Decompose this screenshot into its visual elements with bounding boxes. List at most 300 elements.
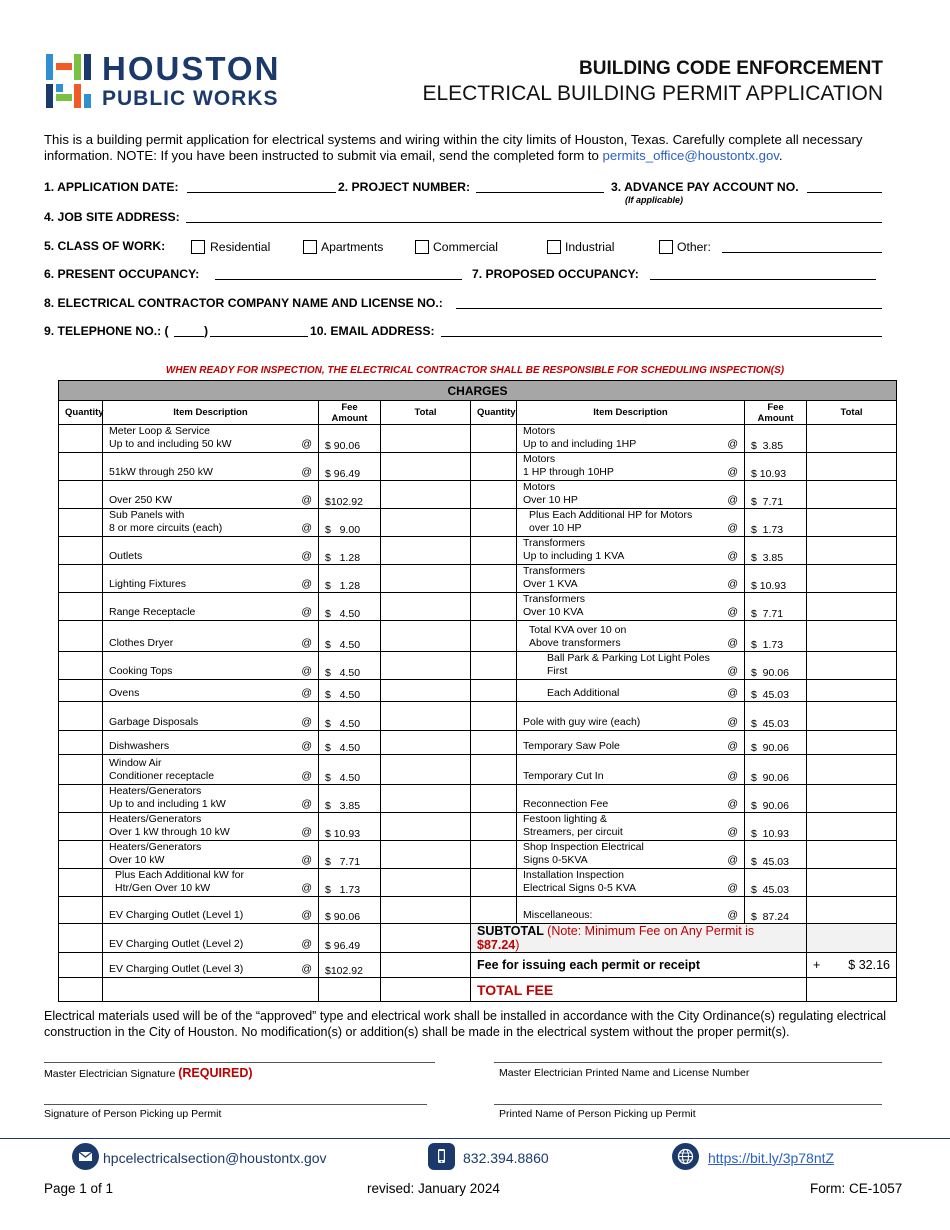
fee-amount-right	[745, 755, 807, 785]
col-header-fee-left: Fee Amount	[319, 401, 381, 425]
fee-amount-right	[745, 869, 807, 897]
quantity-input-right[interactable]	[471, 425, 517, 453]
at-symbol: @	[301, 465, 312, 478]
apartments-label: Apartments	[321, 240, 384, 254]
item-description-left	[103, 953, 319, 978]
total-input-left[interactable]	[381, 731, 471, 755]
total-input-right[interactable]	[807, 593, 897, 621]
at-symbol: @	[727, 521, 738, 534]
quantity-input-right[interactable]	[471, 731, 517, 755]
fee-value: $ 1.28	[325, 580, 361, 592]
total-input-left[interactable]	[381, 425, 471, 453]
telephone-number-input[interactable]	[210, 336, 308, 337]
item-desc-line1: Plus Each Additional HP for Motors	[529, 509, 693, 521]
fee-value: $ 90.06	[751, 742, 789, 754]
quantity-input-left[interactable]	[59, 953, 103, 978]
item-desc-line2: Above transformers	[529, 636, 621, 649]
item-description-left	[103, 755, 319, 785]
quantity-input-right[interactable]	[471, 453, 517, 481]
at-symbol: @	[301, 549, 312, 562]
telephone-label: 9. TELEPHONE NO.: (	[44, 324, 169, 338]
fee-value: $ 4.50	[325, 689, 361, 701]
commercial-label: Commercial	[433, 240, 499, 254]
fee-value: $ 10.93	[751, 580, 787, 592]
email-icon	[72, 1143, 99, 1170]
fee-amount-left	[319, 785, 381, 813]
quantity-input-right[interactable]	[471, 621, 517, 652]
subtotal-input[interactable]	[807, 924, 897, 953]
quantity-input-left[interactable]	[59, 755, 103, 785]
col-header-quantity-left: Quantity	[59, 401, 103, 425]
logo-line-houston: HOUSTON	[102, 49, 281, 87]
fee-amount-left	[319, 869, 381, 897]
item-desc-line2: Signs 0-5KVA	[523, 853, 588, 866]
fee-value: $ 7.71	[325, 856, 361, 868]
present-occupancy-input[interactable]	[215, 279, 462, 280]
other-input[interactable]	[722, 252, 882, 253]
fee-amount-right	[745, 652, 807, 680]
item-desc-line2: Each Additional	[547, 686, 620, 699]
quantity-input-right[interactable]	[471, 481, 517, 509]
master-sig-text: Master Electrician Signature	[44, 1068, 179, 1080]
fee-value: $ 1.73	[751, 524, 784, 536]
total-input-left[interactable]	[381, 785, 471, 813]
residential-checkbox[interactable]	[191, 240, 205, 254]
fee-value: $ 1.73	[325, 884, 361, 896]
item-desc-line1: Festoon lighting &	[523, 813, 608, 825]
job-site-address-input[interactable]	[186, 222, 882, 223]
at-symbol: @	[727, 605, 738, 618]
total-input-left[interactable]	[381, 621, 471, 652]
revised-date: revised: January 2024	[367, 1181, 500, 1196]
total-input-left[interactable]	[381, 537, 471, 565]
total-input-left[interactable]	[381, 813, 471, 841]
contractor-input[interactable]	[456, 308, 882, 309]
subtotal-label-cell	[471, 924, 807, 953]
at-symbol: @	[727, 493, 738, 506]
quantity-input-left[interactable]	[59, 978, 103, 1002]
col-header-description-right: Item Description	[517, 401, 745, 425]
at-symbol: @	[301, 853, 312, 866]
quantity-input-left[interactable]	[59, 509, 103, 537]
item-desc-line2: Over 1 KVA	[523, 577, 578, 590]
pickup-name-input[interactable]	[494, 1104, 882, 1105]
quantity-input-left[interactable]	[59, 593, 103, 621]
job-site-address-label: 4. JOB SITE ADDRESS:	[44, 210, 180, 224]
application-date-label: 1. APPLICATION DATE:	[44, 180, 179, 194]
document-header	[422, 58, 883, 106]
item-description-right	[517, 481, 745, 509]
item-desc-line2: Temporary Saw Pole	[523, 739, 620, 752]
project-number-label: 2. PROJECT NUMBER:	[338, 180, 471, 194]
quantity-input-left[interactable]	[59, 621, 103, 652]
item-desc-line2: First	[547, 664, 568, 677]
fee-amount-left	[319, 731, 381, 755]
telephone-area-code-input[interactable]	[174, 336, 204, 337]
charges-title: CHARGES	[59, 381, 897, 401]
quantity-input-right[interactable]	[471, 841, 517, 869]
item-description-right	[517, 841, 745, 869]
total-fee-label-cell	[471, 978, 807, 1002]
total-input-right[interactable]	[807, 869, 897, 897]
quantity-input-right[interactable]	[471, 897, 517, 924]
total-input-right[interactable]	[807, 785, 897, 813]
advance-pay-account-input[interactable]	[807, 192, 882, 193]
item-desc-line2: EV Charging Outlet (Level 3)	[109, 962, 244, 975]
quantity-input-right[interactable]	[471, 509, 517, 537]
total-input-left[interactable]	[381, 565, 471, 593]
total-input-right[interactable]	[807, 841, 897, 869]
fee-value: $102.92	[325, 496, 363, 508]
industrial-label: Industrial	[565, 240, 615, 254]
quantity-input-left[interactable]	[59, 924, 103, 953]
item-description-left	[103, 897, 319, 924]
at-symbol: @	[301, 937, 312, 950]
at-symbol: @	[727, 853, 738, 866]
quantity-input-left[interactable]	[59, 652, 103, 680]
quantity-input-right[interactable]	[471, 680, 517, 702]
total-input-left[interactable]	[381, 978, 471, 1002]
minimum-fee: $87.24	[477, 938, 516, 952]
quantity-input-right[interactable]	[471, 785, 517, 813]
total-input-left[interactable]	[381, 702, 471, 731]
col-header-fee-right: Fee Amount	[745, 401, 807, 425]
table-row	[59, 652, 897, 680]
master-electrician-signature-label	[44, 1066, 253, 1080]
total-input-right[interactable]	[807, 537, 897, 565]
quantity-input-right[interactable]	[471, 537, 517, 565]
quantity-input-right[interactable]	[471, 652, 517, 680]
fee-amount-right	[745, 841, 807, 869]
total-input-left[interactable]	[381, 869, 471, 897]
fee-amount-left	[319, 652, 381, 680]
table-row	[59, 731, 897, 755]
fee-value: $ 45.03	[751, 884, 789, 896]
quantity-input-left[interactable]	[59, 841, 103, 869]
total-input-right[interactable]	[807, 621, 897, 652]
item-desc-line2: Electrical Signs 0-5 KVA	[523, 881, 637, 894]
item-description-right	[517, 755, 745, 785]
header-subtitle: ELECTRICAL BUILDING PERMIT APPLICATION	[422, 82, 883, 105]
item-description-left	[103, 869, 319, 897]
other-label: Other:	[677, 240, 711, 254]
item-description-right	[517, 565, 745, 593]
other-checkbox[interactable]	[659, 240, 673, 254]
at-symbol: @	[727, 549, 738, 562]
item-desc-line1: Transformers	[523, 537, 586, 549]
total-input-right[interactable]	[807, 897, 897, 924]
intro-paragraph	[44, 132, 906, 164]
item-description-right	[517, 680, 745, 702]
item-desc-line2: Pole with guy wire (each)	[523, 715, 641, 728]
item-desc-line2: Up to and including 1 kW	[109, 797, 226, 810]
quantity-input-left[interactable]	[59, 453, 103, 481]
fee-value: $ 1.73	[751, 639, 784, 651]
table-row	[59, 425, 897, 453]
table-row	[59, 565, 897, 593]
item-description-right	[517, 785, 745, 813]
fee-amount-left	[319, 481, 381, 509]
master-electrician-name-input[interactable]	[494, 1062, 882, 1063]
houston-logo-mark-icon	[44, 50, 96, 110]
table-row	[59, 755, 897, 785]
at-symbol: @	[301, 881, 312, 894]
intro-text: This is a building permit application for electrical systems and wiring within the city limits of Houston, Texas. Carefully complete all necessary information. NOTE: If you have been instructed to submit via email, send the completed form to	[44, 132, 863, 163]
item-description-right	[517, 509, 745, 537]
pickup-signature-label: Signature of Person Picking up Permit	[44, 1108, 222, 1120]
total-input-right[interactable]	[807, 702, 897, 731]
total-input-left[interactable]	[381, 652, 471, 680]
permits-office-email-link[interactable]: permits_office@houstontx.gov	[602, 148, 779, 163]
item-desc-line2: Miscellaneous:	[523, 908, 593, 921]
item-description-right	[517, 537, 745, 565]
table-row	[59, 621, 897, 652]
total-input-left[interactable]	[381, 593, 471, 621]
total-input-left[interactable]	[381, 953, 471, 978]
total-input-left[interactable]	[381, 481, 471, 509]
table-row	[59, 509, 897, 537]
total-input-right[interactable]	[807, 425, 897, 453]
item-desc-line1: Motors	[523, 481, 556, 493]
fee-value: $ 3.85	[325, 800, 361, 812]
total-input-left[interactable]	[381, 924, 471, 953]
total-input-right[interactable]	[807, 813, 897, 841]
item-desc-line2: Over 10 HP	[523, 493, 578, 506]
item-description-left	[103, 453, 319, 481]
total-input-left[interactable]	[381, 509, 471, 537]
quantity-input-right[interactable]	[471, 702, 517, 731]
quantity-input-left[interactable]	[59, 785, 103, 813]
fee-value: $ 90.06	[751, 800, 789, 812]
advance-pay-note: (If applicable)	[625, 195, 684, 205]
fee-amount-right	[745, 593, 807, 621]
fee-amount-left	[319, 755, 381, 785]
item-desc-line2: EV Charging Outlet (Level 2)	[109, 937, 244, 950]
item-description-left	[103, 481, 319, 509]
email-address-input[interactable]	[441, 336, 882, 337]
at-symbol: @	[301, 493, 312, 506]
issue-fee-plus: +	[813, 958, 821, 972]
fee-amount-right	[745, 621, 807, 652]
at-symbol: @	[727, 908, 738, 921]
fee-amount-right	[745, 731, 807, 755]
quantity-input-left[interactable]	[59, 565, 103, 593]
inspection-warning: WHEN READY FOR INSPECTION, THE ELECTRICAL CONTRACTOR SHALL BE RESPONSIBLE FOR SCHEDULING INSPECTION(S)	[165, 365, 785, 376]
item-desc-line2: Lighting Fixtures	[109, 577, 187, 590]
at-symbol: @	[301, 769, 312, 782]
total-input-right[interactable]	[807, 731, 897, 755]
quantity-input-left[interactable]	[59, 869, 103, 897]
table-row	[59, 953, 897, 978]
total-input-right[interactable]	[807, 652, 897, 680]
total-input-right[interactable]	[807, 680, 897, 702]
quantity-input-left[interactable]	[59, 481, 103, 509]
item-desc-line1: Heaters/Generators	[109, 841, 202, 853]
table-row	[59, 680, 897, 702]
table-row	[59, 453, 897, 481]
application-date-input[interactable]	[187, 192, 336, 193]
fee-amount-left	[319, 621, 381, 652]
advance-pay-account-label: 3. ADVANCE PAY ACCOUNT NO.	[611, 180, 799, 194]
present-occupancy-label: 6. PRESENT OCCUPANCY:	[44, 267, 200, 281]
quantity-input-left[interactable]	[59, 702, 103, 731]
item-desc-line1: Shop Inspection Electrical	[523, 841, 644, 853]
fee-amount-left	[319, 565, 381, 593]
quantity-input-right[interactable]	[471, 593, 517, 621]
at-symbol: @	[727, 715, 738, 728]
fee-value: $102.92	[325, 965, 363, 977]
item-desc-line2: 51kW through 250 kW	[109, 465, 213, 478]
total-input-left[interactable]	[381, 453, 471, 481]
telephone-close-paren: )	[204, 324, 209, 338]
fee-amount-left	[319, 453, 381, 481]
item-description-left	[103, 702, 319, 731]
item-description-right	[517, 702, 745, 731]
subtotal-note-c: )	[515, 938, 520, 952]
total-fee-input[interactable]	[807, 978, 897, 1002]
fee-value: $ 4.50	[325, 718, 361, 730]
total-input-left[interactable]	[381, 841, 471, 869]
fee-amount-right	[745, 537, 807, 565]
contractor-label: 8. ELECTRICAL CONTRACTOR COMPANY NAME AND LICENSE NO.:	[44, 296, 443, 310]
fee-value: $ 7.71	[751, 496, 784, 508]
quantity-input-left[interactable]	[59, 425, 103, 453]
fee-amount-right	[745, 565, 807, 593]
item-desc-line1: Heaters/Generators	[109, 813, 202, 825]
total-input-left[interactable]	[381, 680, 471, 702]
item-description-left	[103, 509, 319, 537]
fee-amount-left	[319, 537, 381, 565]
at-symbol: @	[301, 825, 312, 838]
at-symbol: @	[727, 739, 738, 752]
total-fee-label: TOTAL FEE	[477, 981, 554, 998]
subtotal-note-a: (Note: Minimum Fee on Any Permit is	[547, 924, 755, 938]
commercial-checkbox[interactable]	[415, 240, 429, 254]
item-description-right	[517, 453, 745, 481]
residential-label: Residential	[210, 240, 271, 254]
item-description-right	[517, 869, 745, 897]
total-input-right[interactable]	[807, 481, 897, 509]
item-description-left	[103, 652, 319, 680]
item-desc-line2: EV Charging Outlet (Level 1)	[109, 908, 244, 921]
apartments-checkbox[interactable]	[303, 240, 317, 254]
item-desc-line2: Streamers, per circuit	[523, 825, 623, 838]
subtotal-label: SUBTOTAL	[477, 924, 544, 938]
item-desc-line2: Dishwashers	[109, 739, 170, 752]
quantity-input-right[interactable]	[471, 755, 517, 785]
fee-amount-left	[319, 593, 381, 621]
item-desc-line2: 1 HP through 10HP	[523, 465, 614, 478]
fee-value: $ 90.06	[325, 911, 361, 923]
total-input-right[interactable]	[807, 509, 897, 537]
project-number-input[interactable]	[476, 192, 604, 193]
quantity-input-left[interactable]	[59, 813, 103, 841]
fee-value: $ 4.50	[325, 742, 361, 754]
item-desc-line1: Window Air	[109, 757, 162, 769]
item-description-left	[103, 425, 319, 453]
item-description-left	[103, 621, 319, 652]
table-row	[59, 869, 897, 897]
total-input-right[interactable]	[807, 453, 897, 481]
pickup-signature-input[interactable]	[44, 1104, 427, 1105]
proposed-occupancy-input[interactable]	[650, 279, 876, 280]
item-desc-line1: Heaters/Generators	[109, 785, 202, 797]
item-desc-line2: Garbage Disposals	[109, 715, 199, 728]
fee-amount-left	[319, 509, 381, 537]
fee-value: $ 10.93	[751, 828, 789, 840]
fee-amount-right	[745, 813, 807, 841]
fee-value: $ 96.49	[325, 468, 361, 480]
total-input-left[interactable]	[381, 755, 471, 785]
item-desc-line2: 8 or more circuits (each)	[109, 521, 223, 534]
quantity-input-left[interactable]	[59, 537, 103, 565]
description-blank-left[interactable]	[103, 978, 319, 1002]
fee-value: $ 96.49	[325, 940, 361, 952]
issue-fee-value: $ 32.16	[848, 958, 891, 972]
item-desc-line1: Total KVA over 10 on	[529, 624, 627, 636]
col-header-quantity-right: Quantity	[471, 401, 517, 425]
fee-amount-right	[745, 509, 807, 537]
quantity-input-left[interactable]	[59, 897, 103, 924]
at-symbol: @	[727, 797, 738, 810]
total-input-right[interactable]	[807, 755, 897, 785]
header-title: BUILDING CODE ENFORCEMENT	[579, 58, 883, 79]
item-desc-line2: Range Receptacle	[109, 605, 196, 618]
quantity-input-right[interactable]	[471, 869, 517, 897]
item-desc-line2: Up to and including 1HP	[523, 437, 637, 450]
charges-table	[58, 380, 897, 1002]
item-desc-line1: Installation Inspection	[523, 869, 624, 881]
item-desc-line2: Conditioner receptacle	[109, 769, 215, 782]
footer-url-link[interactable]: https://bit.ly/3p78ntZ	[708, 1150, 835, 1166]
fee-value: $ 45.03	[751, 689, 789, 701]
at-symbol: @	[727, 881, 738, 894]
quantity-input-right[interactable]	[471, 813, 517, 841]
page-number: Page 1 of 1	[44, 1181, 114, 1196]
issue-fee-label: Fee for issuing each permit or receipt	[477, 958, 700, 972]
at-symbol: @	[727, 465, 738, 478]
at-symbol: @	[727, 664, 738, 677]
fee-amount-right	[745, 425, 807, 453]
item-desc-line2: Up to and including 50 kW	[109, 437, 232, 450]
at-symbol: @	[301, 908, 312, 921]
table-row	[59, 813, 897, 841]
master-electrician-signature-input[interactable]	[44, 1062, 435, 1063]
item-description-right	[517, 593, 745, 621]
fee-value: $ 3.85	[751, 440, 784, 452]
at-symbol: @	[727, 636, 738, 649]
quantity-input-left[interactable]	[59, 731, 103, 755]
table-row	[59, 481, 897, 509]
item-desc-line1: Transformers	[523, 593, 586, 605]
industrial-checkbox[interactable]	[547, 240, 561, 254]
total-input-right[interactable]	[807, 565, 897, 593]
fee-value: $ 1.28	[325, 552, 361, 564]
required-marker: (REQUIRED)	[178, 1066, 253, 1080]
fee-blank-left[interactable]	[319, 978, 381, 1002]
fee-amount-right	[745, 680, 807, 702]
pickup-name-label: Printed Name of Person Picking up Permit	[499, 1108, 696, 1120]
issue-fee-cell	[807, 953, 897, 978]
quantity-input-right[interactable]	[471, 565, 517, 593]
item-desc-line1: Ball Park & Parking Lot Light Poles	[547, 652, 710, 664]
fee-value: $ 4.50	[325, 608, 361, 620]
total-input-left[interactable]	[381, 897, 471, 924]
fee-value: $ 9.00	[325, 524, 361, 536]
quantity-input-left[interactable]	[59, 680, 103, 702]
footer-email[interactable]: hpcelectricalsection@houstontx.gov	[103, 1150, 327, 1166]
table-row	[59, 537, 897, 565]
